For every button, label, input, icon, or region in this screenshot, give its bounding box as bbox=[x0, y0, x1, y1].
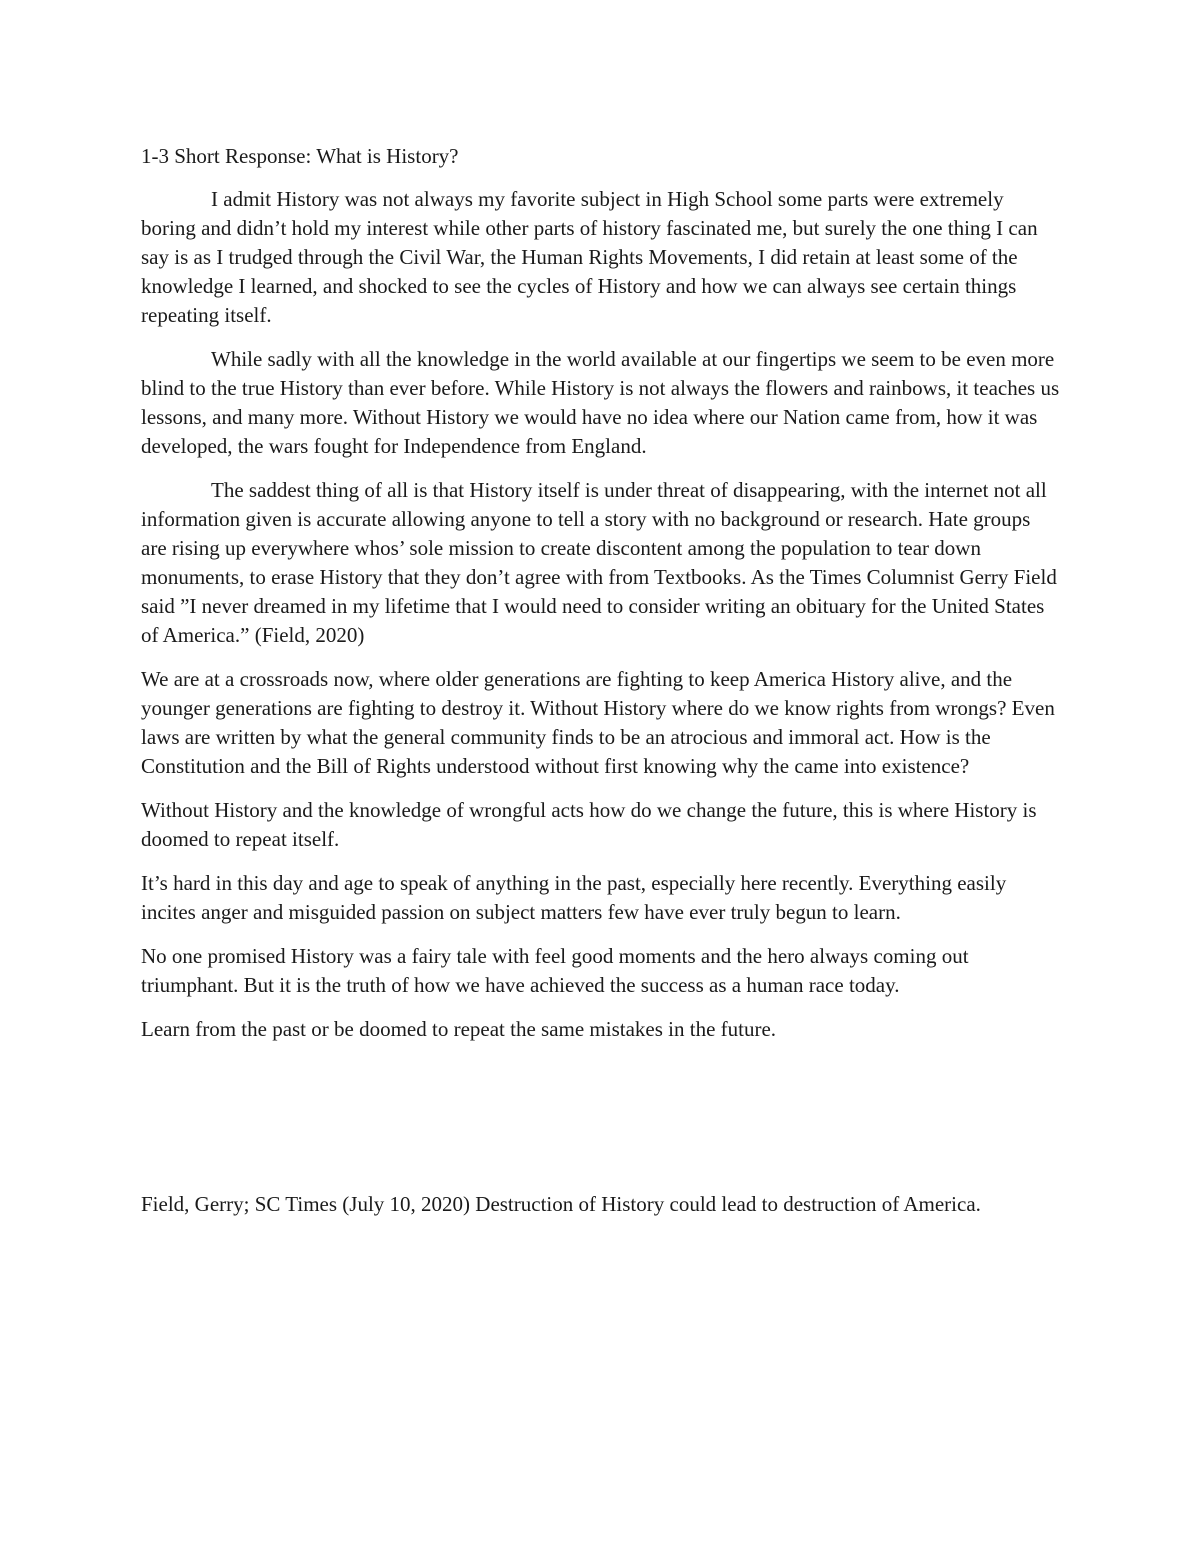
paragraph-5: Without History and the knowledge of wrongful acts how do we change the future, this is where History is doomed to repeat itself. bbox=[141, 798, 1037, 851]
paragraph-7: No one promised History was a fairy tale with feel good moments and the hero always coming out triumphant. But it is the truth of how we have achieved the success as a human race today. bbox=[141, 944, 969, 997]
paragraph-2: While sadly with all the knowledge in the world available at our fingertips we seem to be even more blind to the true History than ever before. While History is not always the flowers and rainbows, it teaches us lessons, and many more. Without History we would have no idea where our Nation came from, how it was developed, the wars fought for Independence from England. bbox=[141, 347, 1060, 458]
paragraph-3: The saddest thing of all is that History itself is under threat of disappearing, with the internet not all information given is accurate allowing anyone to tell a story with no background or research. Hate groups are rising up everywhere whos’ sole mission to create discontent among the population to tear down monuments, to erase History that they don’t agree with from Textbooks. As the Times Columnist Gerry Field said ”I never dreamed in my lifetime that I would need to consider writing an obituary for the United States of America.” (Field, 2020) bbox=[141, 478, 1057, 647]
paragraph-8: Learn from the past or be doomed to repeat the same mistakes in the future. bbox=[141, 1017, 777, 1041]
paragraph-1: I admit History was not always my favorite subject in High School some parts were extremely boring and didn’t hold my interest while other parts of history fascinated me, but surely the one thing I can say is as I trudged through the Civil War, the Human Rights Movements, I did retain at least some of the knowledge I learned, and shocked to see the cycles of History and how we can always see certain things repeating itself. bbox=[141, 187, 1038, 327]
document-body bbox=[141, 142, 1061, 1059]
document-title: 1-3 Short Response: What is History? bbox=[141, 144, 459, 168]
paragraph-6: It’s hard in this day and age to speak of anything in the past, especially here recently. Everything easily incites anger and misguided passion on subject matters few have ever truly begun to learn. bbox=[141, 871, 1007, 924]
paragraph-4: We are at a crossroads now, where older generations are fighting to keep America History alive, and the younger generations are fighting to destroy it. Without History where do we know rights from wrongs? Even laws are written by what the general community finds to be an atrocious and immoral act. How is the Constitution and the Bill of Rights understood without first knowing why the came into existence? bbox=[141, 667, 1055, 778]
reference-citation: Field, Gerry; SC Times (July 10, 2020) Destruction of History could lead to destruction of America. bbox=[141, 1192, 981, 1216]
